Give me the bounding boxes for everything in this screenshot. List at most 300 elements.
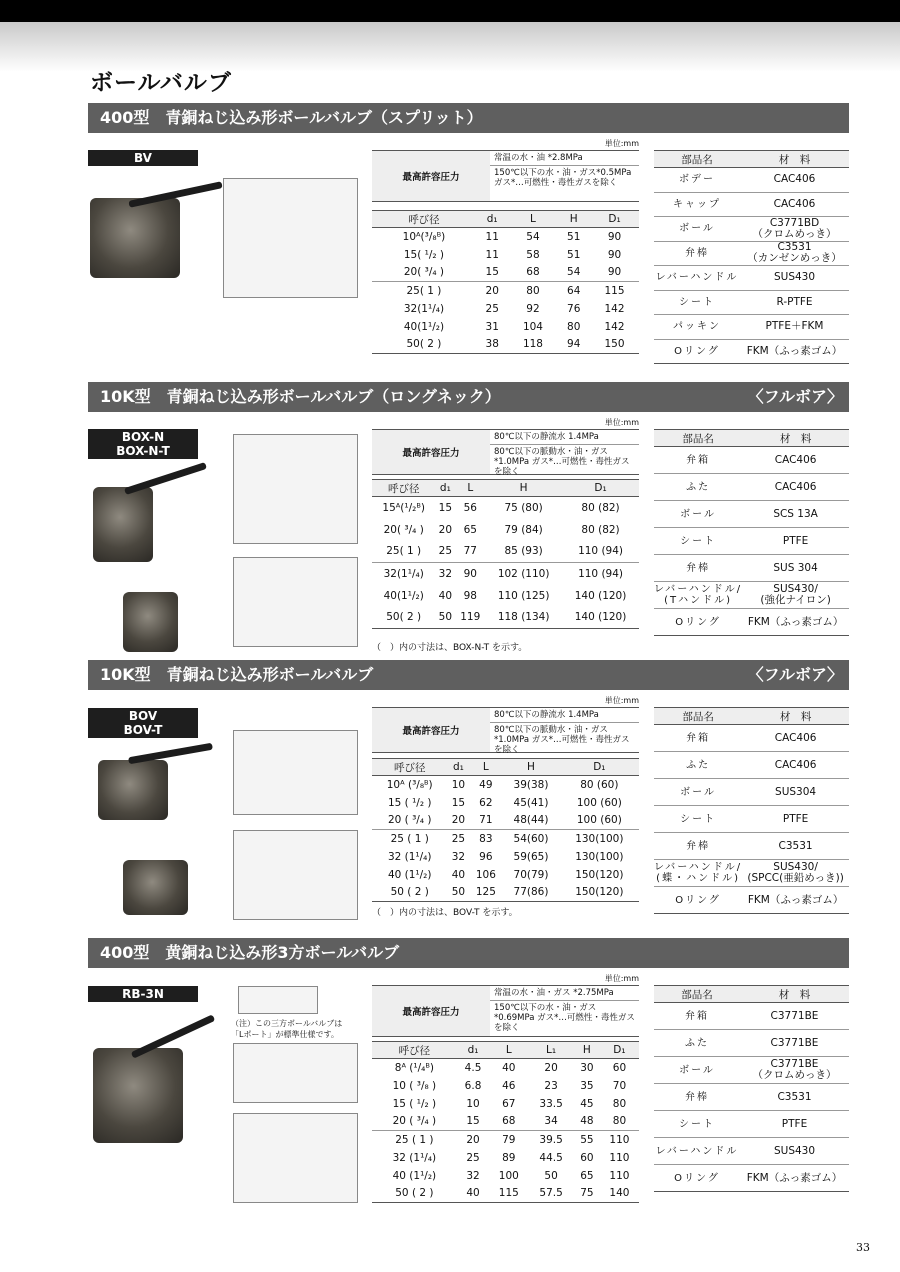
material-value: C3771BE （クロムめっき） — [740, 1057, 849, 1084]
part-name: ボデー — [654, 168, 740, 193]
table-cell: 48 — [580, 1115, 594, 1128]
table-row — [372, 585, 639, 607]
table-row — [372, 497, 639, 519]
column-header: D₁ — [560, 759, 639, 776]
table-cell: 90 — [607, 248, 622, 261]
material-row — [654, 725, 849, 752]
column-header: D₁ — [562, 480, 639, 497]
table-cell: 142 — [604, 320, 625, 333]
table-row — [372, 1077, 639, 1095]
table-cell: 10ᴬ(³/₈ᴮ) — [402, 230, 446, 243]
product-photo — [90, 198, 180, 278]
column-header: 材 料 — [740, 151, 849, 168]
table-cell: 106 — [475, 868, 496, 881]
table-cell: 57.5 — [528, 1185, 574, 1203]
material-row — [654, 217, 849, 242]
table-cell: 89 — [502, 1151, 516, 1164]
material-row — [654, 1057, 849, 1084]
column-header: 材 料 — [742, 708, 849, 725]
table-cell: 50 ( 2 ) — [372, 1185, 457, 1203]
material-row — [654, 474, 849, 501]
model-badge: BOX-N BOX-N-T — [88, 429, 198, 459]
unit-label: 単位:mm — [604, 974, 639, 983]
dimension-table — [372, 479, 639, 629]
part-name: 弁棒 — [654, 555, 742, 582]
part-name: キャップ — [654, 192, 740, 217]
material-row — [654, 582, 849, 609]
table-cell: 40 (1¹/₂) — [387, 868, 432, 881]
table-cell: 25( 1 ) — [372, 282, 476, 300]
table-cell: 71 — [479, 814, 493, 827]
table-row — [372, 318, 639, 336]
product-photo — [98, 760, 168, 820]
table-cell: 68 — [526, 266, 540, 279]
part-name: ボール — [654, 1057, 740, 1084]
table-row — [372, 607, 639, 629]
table-cell: 35 — [580, 1079, 594, 1092]
table-cell: 70 — [612, 1079, 627, 1092]
material-row — [654, 1003, 849, 1030]
lport-note: （注）この三方ボールバルブは 「Lポート」が標準仕様です。 — [231, 1019, 343, 1039]
material-value: C3771BD （クロムめっき） — [740, 217, 849, 242]
pressure-value: 80℃以下の静流水 1.4MPa — [490, 430, 639, 445]
dimension-drawing-t — [233, 557, 358, 647]
table-cell: 79 — [489, 1131, 528, 1149]
table-cell: 130(100) — [560, 830, 639, 848]
material-row — [654, 887, 849, 914]
table-row — [372, 563, 639, 585]
table-cell: 39.5 — [528, 1131, 574, 1149]
table-cell: 98 — [463, 589, 477, 602]
table-cell: 45 — [580, 1097, 594, 1110]
section-400-split — [88, 103, 849, 363]
table-cell: 62 — [479, 796, 493, 809]
table-cell: 44.5 — [539, 1151, 563, 1164]
part-name: 弁箱 — [654, 1003, 740, 1030]
table-cell: 20 ( ³/₄ ) — [392, 1115, 437, 1128]
material-row — [654, 1138, 849, 1165]
table-cell: 51 — [567, 248, 581, 261]
part-name: ボール — [654, 501, 742, 528]
table-cell: 110 (94) — [562, 563, 639, 585]
table-cell: 118 (134) — [485, 607, 562, 629]
section-title: 400型 青銅ねじ込み形ボールバルブ（スプリット） — [100, 108, 483, 127]
material-value: PTFE — [742, 806, 849, 833]
material-row — [654, 1111, 849, 1138]
table-cell: 80 (82) — [581, 501, 620, 514]
table-cell: 79 (84) — [504, 523, 543, 536]
table-cell: 94 — [557, 336, 590, 354]
table-cell: 33.5 — [539, 1097, 563, 1110]
material-value: SUS430 — [740, 1138, 849, 1165]
material-value: PTFE — [740, 1111, 849, 1138]
table-cell: 25 — [438, 545, 453, 558]
pressure-value: 150℃以下の水・油・ガス*0.5MPa ガス*…可燃性・毒性ガスを除く — [494, 168, 632, 188]
material-value: C3531 — [740, 1084, 849, 1111]
dimension-drawing-side — [233, 1113, 358, 1203]
table-cell: 92 — [526, 302, 540, 315]
table-cell: 50 — [544, 1169, 558, 1182]
table-cell: 32 — [435, 563, 455, 585]
table-row — [372, 1095, 639, 1113]
material-value: CAC406 — [742, 752, 849, 779]
column-header: 呼び径 — [372, 759, 447, 776]
section-heading — [88, 938, 849, 968]
table-row — [372, 812, 639, 830]
pressure-label: 最高許容圧力 — [372, 430, 490, 474]
table-cell: 46 — [502, 1079, 516, 1092]
part-name: ふた — [654, 1030, 740, 1057]
page-number: 33 — [856, 1241, 870, 1254]
table-cell: 130(100) — [575, 850, 624, 863]
table-cell: 65 — [580, 1169, 594, 1182]
material-row — [654, 779, 849, 806]
table-cell: 64 — [557, 282, 590, 300]
pressure-value: 80℃以下の脈動水・油・ガス*1.0MPa ガス*…可燃性・毒性ガスを除く — [494, 447, 630, 477]
table-cell: 80 — [612, 1115, 627, 1128]
table-cell: 115 — [590, 282, 639, 300]
table-cell: 60 — [580, 1151, 594, 1164]
material-row — [654, 501, 849, 528]
table-cell: 23 — [544, 1079, 558, 1092]
table-cell: 80 (82) — [581, 523, 620, 536]
table-cell: 56 — [463, 501, 477, 514]
part-name: ふた — [654, 752, 742, 779]
column-header: H — [574, 1042, 600, 1059]
material-value: SUS430/ (強化ナイロン) — [742, 582, 849, 609]
part-name: 弁箱 — [654, 725, 742, 752]
table-cell: 65 — [463, 523, 477, 536]
table-cell: 100 (60) — [576, 814, 622, 827]
column-header: L₁ — [528, 1042, 574, 1059]
table-cell: 10 ( ³/₈ ) — [392, 1079, 437, 1092]
pressure-box — [372, 429, 639, 475]
table-cell: 50 — [447, 884, 469, 902]
material-value: CAC406 — [740, 168, 849, 193]
part-name: 弁棒 — [654, 833, 742, 860]
material-value: PTFE＋FKM — [740, 315, 849, 340]
column-header: 部品名 — [654, 986, 740, 1003]
model-badge: RB-3N — [88, 986, 198, 1002]
part-name: 弁箱 — [654, 447, 742, 474]
part-name: Oリング — [654, 339, 740, 364]
table-cell: 15 — [451, 796, 466, 809]
table-cell: 32(1¹/₄) — [372, 563, 435, 585]
table-cell: 150 — [590, 336, 639, 354]
dimension-drawing — [233, 730, 358, 815]
part-name: パッキン — [654, 315, 740, 340]
material-row — [654, 447, 849, 474]
table-cell: 20 — [451, 814, 466, 827]
table-row — [372, 300, 639, 318]
table-cell: 25 ( 1 ) — [372, 830, 447, 848]
table-cell: 4.5 — [464, 1061, 482, 1074]
dimension-table — [372, 210, 639, 354]
product-photo — [93, 1048, 183, 1143]
product-photo — [93, 487, 153, 562]
material-row — [654, 806, 849, 833]
material-row — [654, 833, 849, 860]
column-header: d₁ — [457, 1042, 490, 1059]
part-name: シート — [654, 1111, 740, 1138]
table-cell: 110 — [609, 1169, 630, 1182]
table-cell: 32(1¹/₄) — [403, 302, 445, 315]
table-cell: 20 ( ³/₄ ) — [387, 814, 432, 827]
material-value: CAC406 — [742, 447, 849, 474]
table-cell: 140 (120) — [574, 589, 627, 602]
part-name: レバーハンドル — [654, 1138, 740, 1165]
table-row — [372, 1131, 639, 1149]
table-cell: 38 — [476, 336, 509, 354]
material-table — [654, 150, 849, 364]
table-cell: 90 — [455, 563, 485, 585]
column-header: d₁ — [447, 759, 469, 776]
column-header: 材 料 — [740, 986, 849, 1003]
material-table — [654, 985, 849, 1192]
table-row — [372, 866, 639, 884]
pressure-value: 常温の水・油 *2.8MPa — [490, 151, 639, 166]
table-cell: 10 — [466, 1097, 480, 1110]
material-row — [654, 609, 849, 636]
page-title: ボールバルブ — [90, 70, 232, 96]
table-cell: 40(1¹/₂) — [383, 589, 424, 602]
table-row — [372, 884, 639, 902]
dimension-drawing — [233, 1043, 358, 1103]
table-cell: 100 — [498, 1169, 519, 1182]
table-cell: 150(120) — [560, 884, 639, 902]
table-cell: 31 — [485, 320, 499, 333]
material-value: R-PTFE — [740, 290, 849, 315]
part-name: Oリング — [654, 609, 742, 636]
table-row — [372, 848, 639, 866]
pressure-label: 最高許容圧力 — [372, 708, 490, 752]
table-cell: 58 — [526, 248, 540, 261]
table-cell: 40 — [457, 1185, 490, 1203]
table-row — [372, 282, 639, 300]
column-header: 部品名 — [654, 151, 740, 168]
section-title: 10K型 青銅ねじ込み形ボールバルブ — [100, 665, 374, 684]
column-header: D₁ — [590, 211, 639, 228]
table-cell: 70(79) — [513, 868, 549, 881]
fullbore-tag: 〈フルボア〉 — [747, 387, 843, 406]
model-badge: BV — [88, 150, 198, 166]
material-value: C3531 — [742, 833, 849, 860]
table-cell: 80 (60) — [580, 778, 619, 791]
table-row — [372, 541, 639, 563]
table-cell: 25 — [466, 1151, 480, 1164]
material-value: PTFE — [742, 528, 849, 555]
part-name: ボール — [654, 779, 742, 806]
table-cell: 32 (1¹/₄) — [387, 850, 432, 863]
footnote: （ ）内の寸法は、BOV-T を示す。 — [372, 908, 518, 918]
table-cell: 55 — [574, 1131, 600, 1149]
table-cell: 20 — [476, 282, 509, 300]
material-row — [654, 266, 849, 291]
material-value: FKM（ふっ素ゴム） — [740, 1165, 849, 1192]
table-cell: 25( 1 ) — [386, 545, 422, 558]
material-table — [654, 429, 849, 636]
table-cell: 15( ¹/₂ ) — [403, 248, 445, 261]
table-cell: 96 — [479, 850, 493, 863]
table-cell: 76 — [567, 302, 581, 315]
part-name: 弁棒 — [654, 1084, 740, 1111]
table-cell: 77 — [463, 545, 477, 558]
table-cell: 25 — [485, 302, 499, 315]
dimension-table — [372, 1041, 639, 1203]
table-cell: 67 — [502, 1097, 516, 1110]
material-row — [654, 1165, 849, 1192]
material-row — [654, 860, 849, 887]
table-cell: 15 — [466, 1115, 480, 1128]
product-photo-t — [123, 860, 188, 915]
column-header: 部品名 — [654, 708, 742, 725]
table-cell: 8ᴬ (¹/₄ᴮ) — [394, 1061, 434, 1074]
lever-handle — [124, 462, 207, 495]
table-cell: 34 — [544, 1115, 558, 1128]
table-cell: 75 — [574, 1185, 600, 1203]
section-10k-longneck — [88, 382, 849, 652]
material-value: SUS430/ (SPCC(亜鉛めっき)) — [742, 860, 849, 887]
table-cell: 20 — [457, 1131, 490, 1149]
table-cell: 142 — [604, 302, 625, 315]
part-name: レバーハンドル/ (蝶・ハンドル) — [654, 860, 742, 887]
port-diagram — [238, 986, 318, 1014]
table-cell: 83 — [469, 830, 502, 848]
pressure-box — [372, 150, 639, 202]
table-cell: 32 — [466, 1169, 480, 1182]
section-heading — [88, 382, 849, 412]
table-cell: 11 — [485, 248, 499, 261]
material-value: CAC406 — [742, 725, 849, 752]
table-cell: 40 — [451, 868, 466, 881]
material-value: SUS 304 — [742, 555, 849, 582]
table-row — [372, 264, 639, 282]
table-cell: 20 — [438, 523, 453, 536]
table-cell: 68 — [502, 1115, 516, 1128]
section-400-3way — [88, 938, 849, 1203]
table-cell: 50( 2 ) — [372, 607, 435, 629]
table-cell: 75 (80) — [504, 501, 543, 514]
table-cell: 30 — [580, 1061, 594, 1074]
material-value: C3771BE — [740, 1003, 849, 1030]
table-cell: 20( ³/₄ ) — [383, 523, 424, 536]
material-row — [654, 192, 849, 217]
material-row — [654, 339, 849, 364]
part-name: レバーハンドル — [654, 266, 740, 291]
table-cell: 80 — [567, 320, 581, 333]
pressure-box — [372, 985, 639, 1037]
material-row — [654, 1084, 849, 1111]
material-row — [654, 528, 849, 555]
table-row — [372, 519, 639, 541]
table-row — [372, 1059, 639, 1077]
footnote: （ ）内の寸法は、BOX-N-T を示す。 — [372, 643, 528, 653]
column-header: H — [502, 759, 559, 776]
table-cell: 54 — [567, 266, 581, 279]
column-header: D₁ — [600, 1042, 639, 1059]
table-row — [372, 1113, 639, 1131]
pressure-value: 常温の水・油・ガス *2.75MPa — [490, 986, 639, 1001]
table-cell: 20( ³/₄ ) — [403, 266, 445, 279]
table-cell: 104 — [522, 320, 543, 333]
fullbore-tag: 〈フルボア〉 — [747, 665, 843, 684]
table-cell: 60 — [612, 1061, 627, 1074]
part-name: Oリング — [654, 1165, 740, 1192]
table-cell: 85 (93) — [504, 545, 543, 558]
column-header: L — [455, 480, 485, 497]
material-value: C3531 （カンゼンめっき） — [740, 241, 849, 266]
material-value: SCS 13A — [742, 501, 849, 528]
material-value: SUS430 — [740, 266, 849, 291]
material-value: SUS304 — [742, 779, 849, 806]
table-cell: 100 (60) — [576, 796, 622, 809]
table-cell: 118 — [509, 336, 558, 354]
part-name: ボール — [654, 217, 740, 242]
table-cell: 48(44) — [513, 814, 549, 827]
table-cell: 39(38) — [513, 778, 549, 791]
table-cell: 40 — [438, 589, 453, 602]
table-cell: 80 — [612, 1097, 627, 1110]
column-header: 呼び径 — [372, 1042, 457, 1059]
material-row — [654, 1030, 849, 1057]
column-header: L — [469, 759, 502, 776]
dimension-table — [372, 758, 639, 902]
part-name: 弁棒 — [654, 241, 740, 266]
unit-label: 単位:mm — [604, 696, 639, 705]
top-bar — [0, 0, 900, 22]
table-cell: 32 (1¹/₄) — [392, 1151, 437, 1164]
pressure-label: 最高許容圧力 — [372, 151, 490, 201]
part-name: ふた — [654, 474, 742, 501]
section-10k — [88, 660, 849, 925]
table-cell: 6.8 — [464, 1079, 482, 1092]
table-cell: 40 (1¹/₂) — [392, 1169, 437, 1182]
table-cell: 59(65) — [513, 850, 549, 863]
table-cell: 54(60) — [502, 830, 559, 848]
table-row — [372, 830, 639, 848]
table-cell: 110 (125) — [497, 589, 550, 602]
column-header: H — [485, 480, 562, 497]
table-row — [372, 794, 639, 812]
pressure-label: 最高許容圧力 — [372, 986, 490, 1036]
table-cell: 15 — [485, 266, 499, 279]
pressure-box — [372, 707, 639, 753]
table-row — [372, 246, 639, 264]
table-cell: 11 — [485, 230, 499, 243]
column-header: L — [509, 211, 558, 228]
material-value: CAC406 — [740, 192, 849, 217]
column-header: 部品名 — [654, 430, 742, 447]
table-cell: 77(86) — [502, 884, 559, 902]
table-row — [372, 228, 639, 246]
table-row — [372, 1185, 639, 1203]
material-row — [654, 555, 849, 582]
part-name: シート — [654, 528, 742, 555]
material-row — [654, 241, 849, 266]
column-header: d₁ — [435, 480, 455, 497]
material-row — [654, 752, 849, 779]
table-row — [372, 1149, 639, 1167]
table-cell: 115 — [489, 1185, 528, 1203]
section-title: 10K型 青銅ねじ込み形ボールバルブ（ロングネック） — [100, 387, 501, 406]
table-cell: 25 ( 1 ) — [372, 1131, 457, 1149]
column-header: L — [489, 1042, 528, 1059]
table-cell: 110 — [609, 1151, 630, 1164]
column-header: 呼び径 — [372, 480, 435, 497]
material-value: FKM（ふっ素ゴム） — [740, 339, 849, 364]
dimension-drawing-t — [233, 830, 358, 920]
table-row — [372, 336, 639, 354]
